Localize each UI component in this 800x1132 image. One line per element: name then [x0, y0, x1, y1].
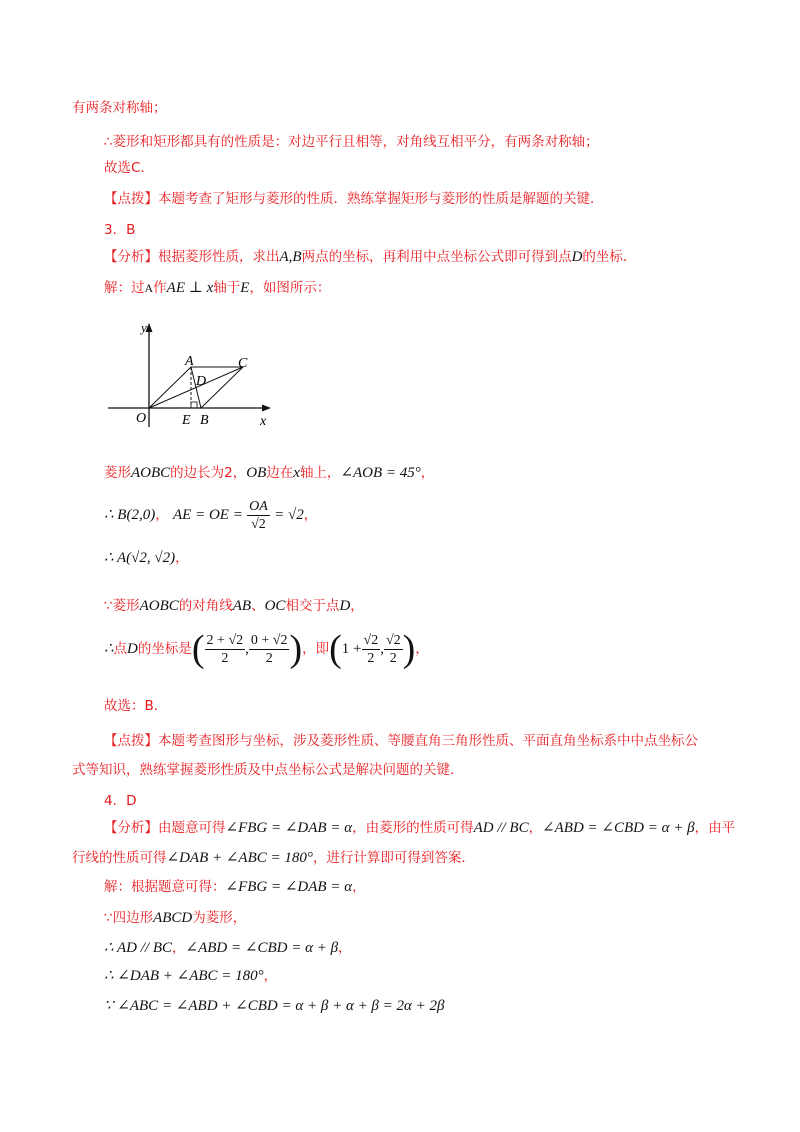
line-23: ∵ ∠ABC = ∠ABD + ∠CBD = α + β + α + β = 2α + 2β — [104, 998, 445, 1014]
line-22: ∴ ∠DAB + ∠ABC = 180°， — [104, 968, 278, 984]
line-18: 行线的性质可得∠DAB + ∠ABC = 180°，进行计算即可得到答案． — [72, 850, 475, 866]
line-12: ∴点D的坐标是( $\frac{2 + √2}{2}$ , $\frac{0 + √2}{2}$ )，即(1 + $\frac{√2}{2}$ , $\frac{√2}{2}$ )， — [104, 628, 429, 670]
line-16: 4．D — [104, 793, 137, 809]
line-7: 解：过A作AE ⊥ x轴于E，如图所示： — [104, 280, 331, 296]
line-14: 【点拨】本题考查图形与坐标，涉及菱形性质、等腰直角三角形性质、平面直角坐标系中中点坐标公 — [104, 733, 698, 749]
line-2: ∴菱形和矩形都具有的性质是：对边平行且相等，对角线互相平分，有两条对称轴； — [104, 134, 599, 150]
line-11: ∵菱形AOBC的对角线AB、OC相交于点D， — [104, 598, 364, 614]
label-O: O — [136, 411, 147, 426]
label-x: x — [260, 414, 267, 429]
line-8: 菱形AOBC的边长为2，OB边在x轴上，∠AOB = 45°， — [104, 465, 435, 481]
line-3: 故选C. — [104, 160, 145, 176]
line-4: 【点拨】本题考查了矩形与菱形的性质．熟练掌握矩形与菱形的性质是解题的关键． — [104, 191, 604, 207]
line-19: 解：根据题意可得：∠FBG = ∠DAB = α， — [104, 879, 366, 895]
line-15: 式等知识，熟练掌握菱形性质及中点坐标公式是解决问题的关键． — [72, 762, 464, 778]
label-D: D — [196, 374, 207, 389]
coordinate-figure — [108, 315, 278, 430]
label-C: C — [238, 356, 248, 371]
fraction-oa-sqrt2: $\frac{OA}{√2}$ — [249, 498, 268, 532]
label-B: B — [200, 413, 209, 428]
line-5: 3．B — [104, 222, 136, 238]
label-E: E — [182, 413, 191, 428]
line-13: 故选：B． — [104, 698, 168, 714]
line-17: 【分析】由题意可得∠FBG = ∠DAB = α，由菱形的性质可得AD // BC，∠ABD = ∠CBD = α + β，由平 — [104, 820, 736, 836]
line-20: ∵四边形ABCD为菱形， — [104, 910, 247, 926]
line-1: 有两条对称轴； — [72, 100, 167, 116]
line-21: ∴ AD // BC，∠ABD = ∠CBD = α + β， — [104, 940, 352, 956]
line-6: 【分析】根据菱形性质，求出A,B两点的坐标，再利用中点坐标公式即可得到点D的坐标． — [104, 249, 637, 265]
line-9: ∴ B(2,0)， AE = OE = $\frac{OA}{√2}$ = √2， — [104, 498, 318, 532]
label-y: y — [141, 320, 147, 335]
line-10: ∴ A(√2, √2)， — [104, 550, 189, 566]
label-A: A — [185, 354, 194, 369]
